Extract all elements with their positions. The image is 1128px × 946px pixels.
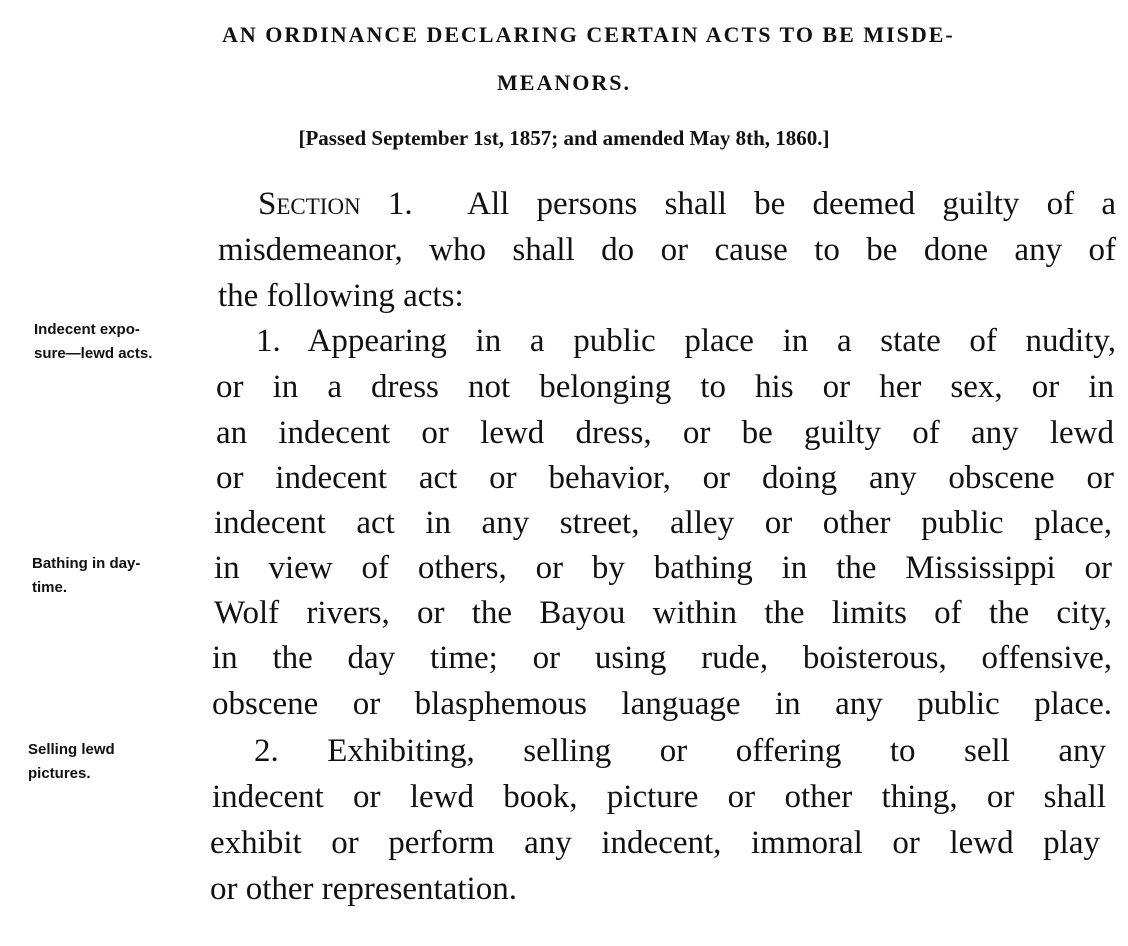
clause-1-line: obscene or blasphemous language in any public place. [212, 686, 1112, 722]
clause-1-line: an indecent or lewd dress, or be guilty of any lewd [216, 415, 1114, 451]
ordinance-title-line-2: MEANORS. [497, 70, 631, 95]
margin-note-line: Indecent expo- [34, 321, 140, 338]
section-1-line-3: the following acts: [218, 278, 464, 314]
clause-2-line: 2. Exhibiting, selling or offering to sell any [254, 733, 1106, 769]
clause-2-line: indecent or lewd book, picture or other thing, or shall [212, 779, 1106, 815]
clause-2-line: exhibit or perform any indecent, immoral or lewd play [210, 825, 1100, 861]
margin-note-line: pictures. [28, 765, 91, 782]
section-1-line-2: misdemeanor, who shall do or cause to be done any of [218, 232, 1116, 268]
clause-2-line: or other representation. [210, 871, 517, 907]
ordinance-title-line-1: AN ORDINANCE DECLARING CERTAIN ACTS TO BE MISDE- [222, 22, 955, 47]
clause-1-line: Wolf rivers, or the Bayou within the limits of the city, [214, 595, 1112, 631]
margin-note-line: Selling lewd [28, 741, 115, 758]
margin-note-selling [28, 738, 198, 786]
clause-1-line: in the day time; or using rude, boisterous, offensive, [212, 640, 1112, 676]
section-text: All persons shall be deemed guilty of a [467, 186, 1117, 222]
margin-note-line: sure—lewd acts. [34, 345, 153, 362]
clause-1-line: in view of others, or by bathing in the Mississippi or [214, 550, 1112, 586]
margin-note-line: Bathing in day- [32, 555, 141, 572]
clause-1-line: or indecent act or behavior, or doing any obscene or [216, 460, 1114, 496]
clause-1-line: 1. Appearing in a public place in a state of nudity, [256, 323, 1116, 359]
margin-note-bathing [32, 552, 202, 600]
section-heading: Section 1. [258, 186, 413, 222]
margin-note-indecent-exposure [34, 318, 204, 366]
section-1-line-1 [258, 181, 1116, 227]
passed-date-note: [Passed September 1st, 1857; and amended May 8th, 1860.] [298, 126, 830, 150]
margin-note-line: time. [32, 579, 68, 596]
clause-1-line: or in a dress not belonging to his or her sex, or in [216, 369, 1114, 405]
clause-1-line: indecent act in any street, alley or other public place, [214, 505, 1112, 541]
